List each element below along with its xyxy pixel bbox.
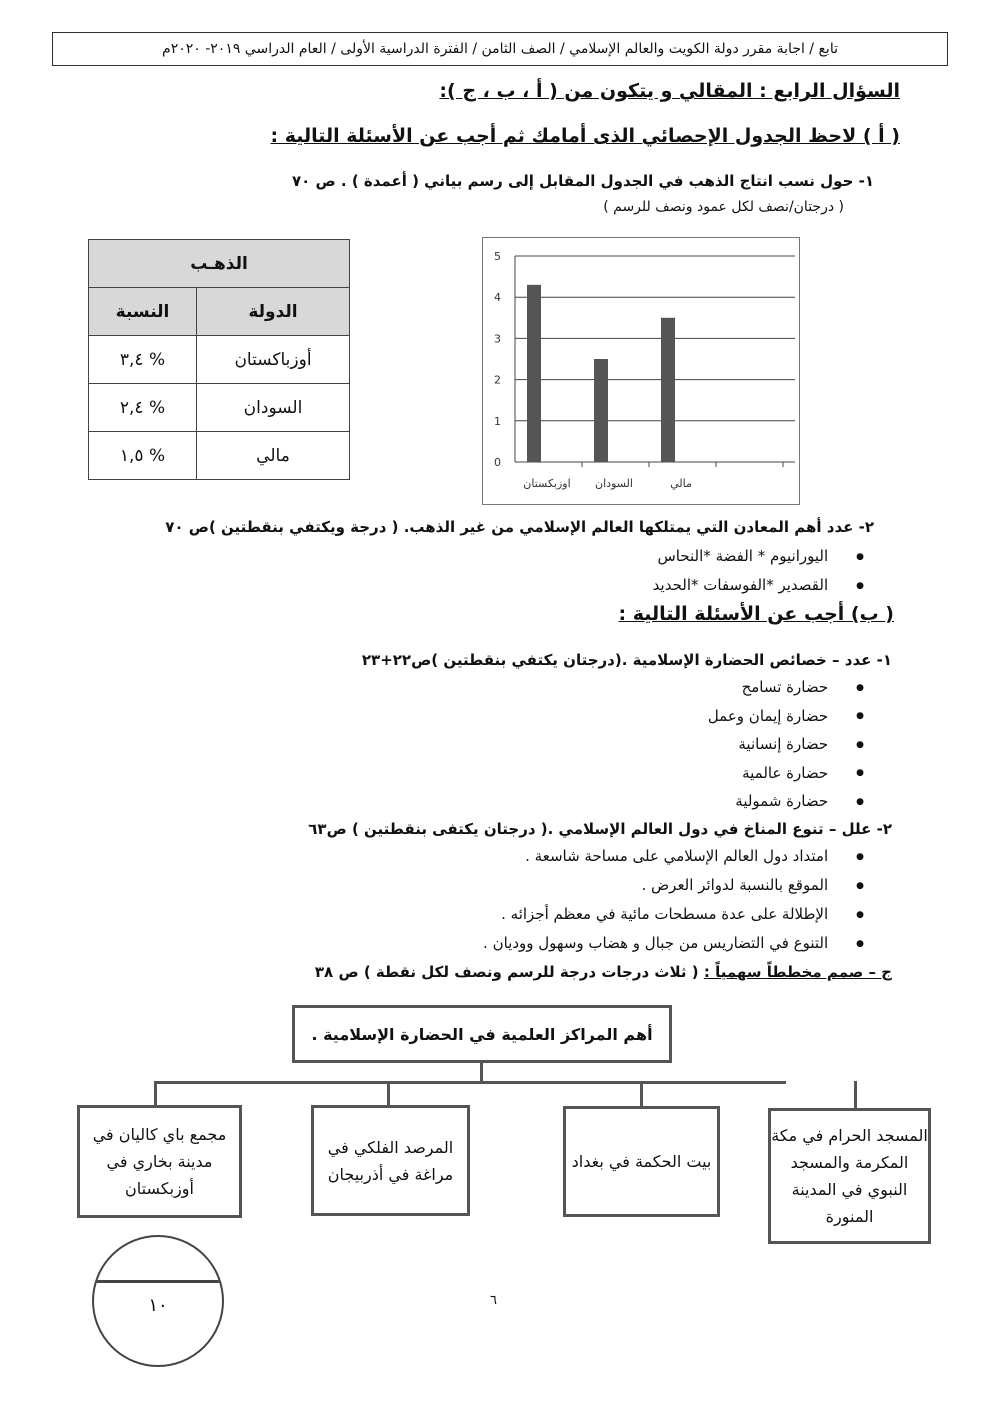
connector: [154, 1081, 157, 1106]
table-row: [89, 384, 350, 432]
list-item: ● الإطلالة على عدة مسطحات مائية في معظم أجزائه .: [501, 905, 864, 923]
diagram-child: مجمع باي كاليان في مدينة بخاري في أوزبكستان: [77, 1105, 242, 1218]
cell-ratio: % ٣,٤: [89, 336, 197, 384]
y-tick-label: 3: [494, 332, 501, 346]
diagram-child: المسجد الحرام في مكة المكرمة والمسجد النبوي في المدينة المنورة: [768, 1108, 931, 1244]
diagram-child: بيت الحكمة في بغداد: [563, 1106, 720, 1217]
list-item: ● حضارة عالمية: [742, 764, 864, 782]
cell-country: مالي: [197, 432, 350, 480]
part-b-q1: ١- عدد – خصائص الحضارة الإسلامية .(درجتان يكتفي بنقطتين )ص٢٢+٢٣: [361, 651, 892, 669]
connector: [854, 1081, 857, 1108]
table-row: [89, 336, 350, 384]
page-header: تابع / اجابة مقرر دولة الكويت والعالم الإسلامي / الصف الثامن / الفترة الدراسية الأولى / العام الدراسي ٢٠١٩- ٢٠٢٠م: [52, 32, 948, 66]
table-title: الذهـب: [89, 240, 350, 288]
list-item: ● التنوع في التضاريس من جبال و هضاب وسهول ووديان .: [483, 934, 864, 952]
part-a-q1: ١- حول نسب انتاج الذهب في الجدول المقابل إلى رسم بياني ( أعمدة ) . ص ٧٠: [291, 172, 874, 190]
list-item: ● حضارة تسامح: [742, 678, 864, 696]
minerals-line-1: ● اليورانيوم * الفضة *النحاس: [657, 547, 864, 565]
connector: [640, 1081, 643, 1106]
score-divider: [94, 1280, 222, 1283]
part-b-q2: ٢- علل – تنوع المناخ في دول العالم الإسلامي .( درجتان يكتفى بنقطتين ) ص٦٣: [308, 820, 892, 838]
connector: [154, 1081, 786, 1084]
y-tick-label: 4: [494, 291, 501, 305]
x-category-label: اوزبكستان: [523, 477, 571, 490]
bar-1: [594, 359, 608, 462]
gold-table: [88, 239, 350, 480]
part-c-heading: [315, 963, 892, 981]
cell-country: أوزباكستان: [197, 336, 350, 384]
connector: [480, 1063, 483, 1083]
col-ratio: النسبة: [89, 288, 197, 336]
cell-ratio: % ١,٥: [89, 432, 197, 480]
y-tick-label: 0: [494, 456, 501, 469]
connector: [387, 1081, 390, 1106]
bar-2: [661, 318, 675, 462]
question-title: السؤال الرابع : المقالي و يتكون من ( أ ، ب ، ج ):: [439, 80, 900, 102]
part-a-title: ( أ ) لاحظ الجدول الإحصائي الذى أمامك ثم أجب عن الأسئلة التالية :: [270, 125, 900, 147]
diagram-child: المرصد الفلكي في مراغة في أذربيجان: [311, 1105, 470, 1216]
part-a-q2: ٢- عدد أهم المعادن التي يمتلكها العالم الإسلامي من غير الذهب. ( درجة ويكتفي بنقطتين )ص ٧٠: [165, 518, 874, 536]
x-category-label: مالي: [670, 477, 692, 490]
minerals-line-2: ● القصدير *الفوسفات *الحديد: [653, 576, 864, 594]
part-c-note: ( ثلاث درجات درجة للرسم ونصف لكل نقطة ) ص ٣٨: [314, 963, 699, 981]
list-item: ● حضارة إنسانية: [738, 735, 864, 753]
list-item: ● حضارة شمولية: [735, 792, 864, 810]
diagram-root: أهم المراكز العلمية في الحضارة الإسلامية .: [292, 1005, 672, 1063]
x-category-label: السودان: [595, 477, 633, 490]
y-tick-label: 5: [494, 250, 501, 263]
bar-0: [527, 285, 541, 462]
list-item: ● الموقع بالنسبة لدوائر العرض .: [642, 876, 865, 894]
list-item: ● امتداد دول العالم الإسلامي على مساحة شاسعة .: [525, 847, 864, 865]
y-tick-label: 2: [494, 373, 501, 387]
col-country: الدولة: [197, 288, 350, 336]
list-item: ● حضارة إيمان وعمل: [708, 707, 864, 725]
page-number: ٦: [490, 1293, 497, 1308]
part-b-title: ( ب) أجب عن الأسئلة التالية :: [618, 603, 894, 625]
cell-ratio: % ٢,٤: [89, 384, 197, 432]
table-row: [89, 432, 350, 480]
part-a-q1-note: ( درجتان/نصف لكل عمود ونصف للرسم ): [603, 199, 844, 215]
score-value: ١٠: [148, 1295, 168, 1316]
cell-country: السودان: [197, 384, 350, 432]
part-c-title: ج – صمم مخططاً سهمياً :: [703, 963, 892, 981]
gold-bar-chart: [482, 237, 800, 505]
score-circle: [92, 1235, 224, 1367]
y-tick-label: 1: [494, 414, 501, 428]
